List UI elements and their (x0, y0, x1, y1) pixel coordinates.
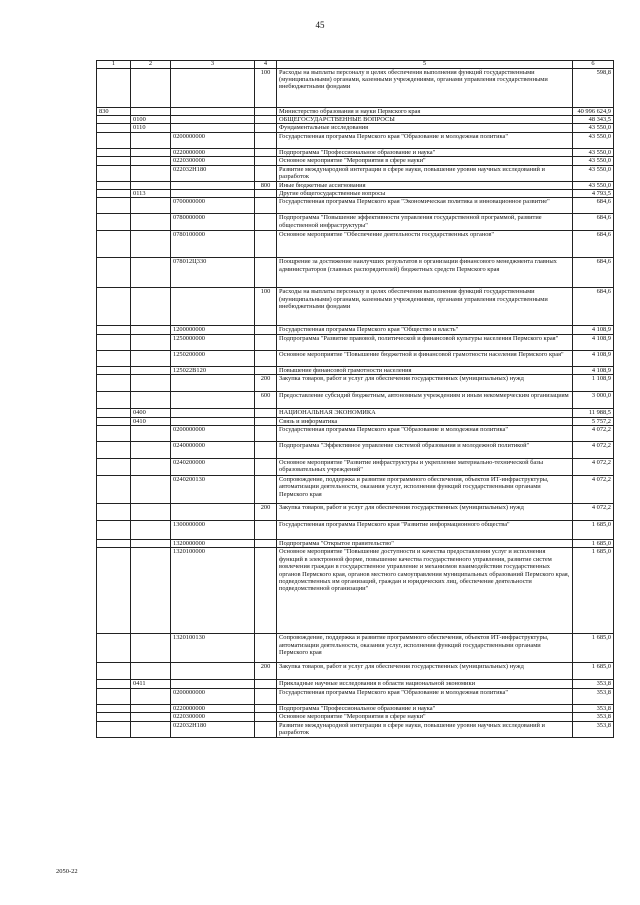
cell-target-article: 0220300000 (171, 713, 255, 721)
table-row (97, 288, 614, 326)
table-row (97, 425, 614, 441)
table-row (97, 548, 614, 634)
cell-amount: 684,6 (573, 231, 614, 258)
table-row (97, 231, 614, 258)
cell-target-article: 0200000000 (171, 132, 255, 148)
cell-amount: 4 072,2 (573, 441, 614, 458)
cell-name: Подпрограмма "Открытое правительство" (277, 539, 573, 547)
cell-ved-code (97, 548, 131, 634)
cell-expense-type (255, 231, 277, 258)
cell-amount: 353,8 (573, 721, 614, 737)
table-row (97, 198, 614, 214)
cell-section (131, 520, 171, 539)
cell-section (131, 713, 171, 721)
cell-expense-type (255, 326, 277, 334)
table-header-row (97, 61, 614, 69)
cell-name: Закупка товаров, работ и услуг для обеспечения государственных (муниципальных) нужд (277, 503, 573, 520)
cell-expense-type (255, 721, 277, 737)
table-row (97, 409, 614, 417)
cell-expense-type (255, 713, 277, 721)
cell-amount: 40 996 624,9 (573, 107, 614, 115)
table-row (97, 417, 614, 425)
cell-expense-type: 100 (255, 68, 277, 107)
table-row (97, 181, 614, 189)
cell-name: Государственная программа Пермского края "Образование и молодежная политика" (277, 425, 573, 441)
cell-section (131, 198, 171, 214)
cell-ved-code (97, 115, 131, 123)
cell-section (131, 704, 171, 712)
cell-section (131, 350, 171, 366)
header-col-1: 1 (97, 61, 131, 69)
cell-amount: 684,6 (573, 288, 614, 326)
cell-name: Закупка товаров, работ и услуг для обеспечения государственных (муниципальных) нужд (277, 663, 573, 680)
cell-ved-code (97, 458, 131, 475)
cell-target-article: 1320000000 (171, 539, 255, 547)
table-row (97, 713, 614, 721)
cell-amount: 11 988,5 (573, 409, 614, 417)
table-row (97, 107, 614, 115)
cell-ved-code (97, 375, 131, 392)
table-row (97, 366, 614, 374)
cell-section (131, 288, 171, 326)
table-row (97, 165, 614, 181)
cell-target-article (171, 680, 255, 688)
cell-target-article: 0240200000 (171, 458, 255, 475)
header-col-5: 5 (277, 61, 573, 69)
table-row (97, 503, 614, 520)
cell-expense-type (255, 366, 277, 374)
cell-ved-code (97, 417, 131, 425)
cell-name: Подпрограмма "Повышение эффективности управления государственной программой, развитие общественной инфраструктуры" (277, 214, 573, 231)
cell-ved-code (97, 288, 131, 326)
cell-amount: 4 108,9 (573, 334, 614, 350)
cell-ved-code (97, 704, 131, 712)
cell-target-article: 1200000000 (171, 326, 255, 334)
cell-section: 0410 (131, 417, 171, 425)
table-row (97, 214, 614, 231)
cell-expense-type (255, 441, 277, 458)
table-row (97, 258, 614, 288)
cell-target-article: 0200000000 (171, 425, 255, 441)
cell-target-article: 0200000000 (171, 688, 255, 704)
cell-amount: 353,8 (573, 688, 614, 704)
cell-expense-type (255, 520, 277, 539)
cell-section (131, 181, 171, 189)
cell-amount: 684,6 (573, 258, 614, 288)
cell-amount: 353,8 (573, 713, 614, 721)
cell-name: Основное мероприятие "Мероприятия в сфере науки" (277, 157, 573, 165)
cell-name: Предоставление субсидий бюджетным, автономным учреждениям и иным некоммерческим организациям (277, 392, 573, 409)
cell-ved-code (97, 124, 131, 132)
table-row (97, 634, 614, 663)
cell-section (131, 107, 171, 115)
cell-section: 0400 (131, 409, 171, 417)
cell-ved-code (97, 634, 131, 663)
cell-target-article: 0220000000 (171, 704, 255, 712)
cell-ved-code (97, 713, 131, 721)
cell-target-article (171, 189, 255, 197)
cell-target-article: 1320100000 (171, 548, 255, 634)
cell-target-article: 0780100000 (171, 231, 255, 258)
cell-section (131, 258, 171, 288)
cell-amount: 1 685,0 (573, 539, 614, 547)
table-row (97, 189, 614, 197)
cell-expense-type (255, 680, 277, 688)
cell-expense-type (255, 688, 277, 704)
cell-section (131, 441, 171, 458)
cell-expense-type: 200 (255, 503, 277, 520)
cell-expense-type (255, 350, 277, 366)
cell-expense-type (255, 157, 277, 165)
cell-section (131, 688, 171, 704)
cell-ved-code (97, 231, 131, 258)
cell-ved-code (97, 157, 131, 165)
cell-target-article (171, 68, 255, 107)
table-row (97, 326, 614, 334)
cell-ved-code (97, 165, 131, 181)
table-row (97, 148, 614, 156)
cell-expense-type: 600 (255, 392, 277, 409)
cell-ved-code (97, 198, 131, 214)
cell-section (131, 132, 171, 148)
cell-target-article: 1300000000 (171, 520, 255, 539)
table-row (97, 157, 614, 165)
cell-target-article (171, 124, 255, 132)
cell-section (131, 634, 171, 663)
cell-expense-type: 800 (255, 181, 277, 189)
cell-target-article (171, 503, 255, 520)
cell-ved-code (97, 441, 131, 458)
cell-amount: 48 343,5 (573, 115, 614, 123)
cell-name: Другие общегосударственные вопросы (277, 189, 573, 197)
table-row (97, 520, 614, 539)
cell-target-article: 022032Н180 (171, 721, 255, 737)
cell-expense-type (255, 458, 277, 475)
cell-amount: 684,6 (573, 214, 614, 231)
table-row (97, 458, 614, 475)
cell-amount: 43 550,0 (573, 132, 614, 148)
cell-name: ОБЩЕГОСУДАРСТВЕННЫЕ ВОПРОСЫ (277, 115, 573, 123)
cell-name: Сопровождение, поддержка и развитие программного обеспечения, объектов ИТ-инфраструктуры, автоматизации деятельности, оказания услуг, исполнения функций государственными органами Пермского края (277, 475, 573, 503)
cell-target-article: 0700000000 (171, 198, 255, 214)
cell-section (131, 165, 171, 181)
cell-name: Сопровождение, поддержка и развитие программного обеспечения, объектов ИТ-инфраструктуры, автоматизации деятельности, оказания услуг, исполнения функций государственными органами Пермского края (277, 634, 573, 663)
cell-name: Повышение финансовой грамотности населения (277, 366, 573, 374)
cell-target-article (171, 115, 255, 123)
cell-amount: 4 793,5 (573, 189, 614, 197)
cell-name: Подпрограмма "Профессиональное образование и наука" (277, 148, 573, 156)
cell-section (131, 548, 171, 634)
cell-name: Государственная программа Пермского края "Экономическая политика и инновационное развитие" (277, 198, 573, 214)
header-col-4: 4 (255, 61, 277, 69)
cell-section (131, 475, 171, 503)
cell-expense-type (255, 115, 277, 123)
cell-target-article (171, 417, 255, 425)
table-row (97, 124, 614, 132)
cell-name: Поощрение за достижение наилучших результатов в организации финансового менеджмента главных администраторов (главных распорядителей) бюджетных средств Пермского края (277, 258, 573, 288)
cell-expense-type (255, 409, 277, 417)
cell-ved-code (97, 392, 131, 409)
cell-expense-type (255, 124, 277, 132)
cell-section (131, 366, 171, 374)
cell-expense-type (255, 132, 277, 148)
cell-name: Связь и информатика (277, 417, 573, 425)
cell-amount: 4 072,2 (573, 458, 614, 475)
table-row (97, 375, 614, 392)
table-row (97, 475, 614, 503)
cell-amount: 43 550,0 (573, 157, 614, 165)
table-row (97, 441, 614, 458)
cell-ved-code (97, 326, 131, 334)
cell-amount: 4 072,2 (573, 425, 614, 441)
cell-name: Иные бюджетные ассигнования (277, 181, 573, 189)
cell-target-article: 0240200130 (171, 475, 255, 503)
cell-target-article: 0240000000 (171, 441, 255, 458)
cell-section: 0411 (131, 680, 171, 688)
cell-expense-type (255, 165, 277, 181)
cell-expense-type (255, 334, 277, 350)
cell-target-article (171, 288, 255, 326)
cell-target-article: 0780000000 (171, 214, 255, 231)
cell-target-article (171, 181, 255, 189)
cell-ved-code (97, 721, 131, 737)
cell-target-article: 1250000000 (171, 334, 255, 350)
cell-expense-type (255, 148, 277, 156)
cell-expense-type (255, 214, 277, 231)
cell-section (131, 458, 171, 475)
cell-name: Государственная программа Пермского края "Образование и молодежная политика" (277, 132, 573, 148)
cell-expense-type (255, 634, 277, 663)
cell-section (131, 334, 171, 350)
table-row (97, 688, 614, 704)
table-row (97, 392, 614, 409)
table-row (97, 132, 614, 148)
table-row (97, 663, 614, 680)
cell-expense-type (255, 425, 277, 441)
cell-section (131, 375, 171, 392)
cell-ved-code (97, 680, 131, 688)
cell-expense-type (255, 475, 277, 503)
cell-name: Развитие международной интеграции в сфере науки, повышение уровня научных исследований и разработок (277, 721, 573, 737)
cell-name: Прикладные научные исследования в области национальной экономики (277, 680, 573, 688)
cell-expense-type (255, 189, 277, 197)
cell-target-article: 078012Ц330 (171, 258, 255, 288)
cell-amount: 598,8 (573, 68, 614, 107)
cell-ved-code (97, 258, 131, 288)
cell-section (131, 157, 171, 165)
cell-section (131, 231, 171, 258)
table-row (97, 334, 614, 350)
cell-name: Основное мероприятие "Обеспечение деятельности государственных органов" (277, 231, 573, 258)
header-col-6: 6 (573, 61, 614, 69)
cell-section: 0100 (131, 115, 171, 123)
cell-expense-type: 200 (255, 663, 277, 680)
cell-section (131, 425, 171, 441)
cell-name: Расходы на выплаты персоналу в целях обеспечения выполнения функций государственными (муниципальными) органами, казенными учреждениями, органами управления государственными внебюджетными фондами (277, 288, 573, 326)
cell-section (131, 68, 171, 107)
cell-ved-code (97, 189, 131, 197)
cell-amount: 43 550,0 (573, 124, 614, 132)
cell-name: Основное мероприятие "Повышение доступности и качества предоставления услуг и исполнения функций в электронной форме, повышение качества государственного управления, развитие систем вовлечения граждан в государственное управление и механизмов взаимодействия государственных органов Пермского края, органов местного самоуправления муниципальных образований Пермского края, подведомственных им организаций, граждан и юридических лиц, обеспечение деятельности подведомственной организации" (277, 548, 573, 634)
cell-amount: 4 108,9 (573, 350, 614, 366)
header-col-2: 2 (131, 61, 171, 69)
cell-amount: 1 685,0 (573, 548, 614, 634)
cell-ved-code (97, 663, 131, 680)
cell-amount: 4 108,9 (573, 366, 614, 374)
cell-expense-type (255, 107, 277, 115)
budget-table (96, 60, 614, 738)
table-row (97, 68, 614, 107)
cell-amount: 353,8 (573, 704, 614, 712)
cell-name: Государственная программа Пермского края "Образование и молодежная политика" (277, 688, 573, 704)
cell-amount: 3 000,0 (573, 392, 614, 409)
cell-expense-type: 200 (255, 375, 277, 392)
cell-ved-code: 830 (97, 107, 131, 115)
cell-name: Основное мероприятие "Повышение бюджетной и финансовой грамотности населения Пермского края" (277, 350, 573, 366)
cell-amount: 353,8 (573, 680, 614, 688)
cell-ved-code (97, 132, 131, 148)
cell-target-article (171, 409, 255, 417)
table-row (97, 115, 614, 123)
cell-ved-code (97, 503, 131, 520)
cell-amount: 1 685,0 (573, 520, 614, 539)
cell-ved-code (97, 214, 131, 231)
cell-expense-type: 100 (255, 288, 277, 326)
cell-ved-code (97, 539, 131, 547)
cell-target-article: 0220300000 (171, 157, 255, 165)
cell-ved-code (97, 350, 131, 366)
cell-name: Закупка товаров, работ и услуг для обеспечения государственных (муниципальных) нужд (277, 375, 573, 392)
cell-section (131, 663, 171, 680)
cell-amount: 4 072,2 (573, 475, 614, 503)
cell-section (131, 721, 171, 737)
cell-target-article: 1320100130 (171, 634, 255, 663)
cell-amount: 684,6 (573, 198, 614, 214)
page-number: 45 (315, 20, 325, 30)
cell-ved-code (97, 366, 131, 374)
cell-ved-code (97, 68, 131, 107)
cell-name: Подпрограмма "Профессиональное образование и наука" (277, 704, 573, 712)
cell-name: Государственная программа Пермского края "Развитие информационного общества" (277, 520, 573, 539)
cell-section (131, 503, 171, 520)
cell-amount: 43 550,0 (573, 148, 614, 156)
table-row (97, 539, 614, 547)
cell-target-article (171, 375, 255, 392)
cell-name: Государственная программа Пермского края "Общество и власть" (277, 326, 573, 334)
cell-amount: 1 685,0 (573, 634, 614, 663)
cell-amount: 4 072,2 (573, 503, 614, 520)
cell-expense-type (255, 417, 277, 425)
cell-ved-code (97, 475, 131, 503)
cell-section: 0110 (131, 124, 171, 132)
cell-amount: 5 757,2 (573, 417, 614, 425)
cell-name: Основное мероприятие "Мероприятия в сфере науки" (277, 713, 573, 721)
cell-ved-code (97, 425, 131, 441)
cell-target-article: 1250200000 (171, 350, 255, 366)
cell-target-article (171, 663, 255, 680)
cell-expense-type (255, 548, 277, 634)
table-row (97, 680, 614, 688)
cell-name: Подпрограмма "Развитие правовой, политической и финансовой культуры населения Пермского края" (277, 334, 573, 350)
cell-ved-code (97, 520, 131, 539)
cell-name: Основное мероприятие "Развитие инфраструктуры и укрепление материально-технической базы образовательных учреждений" (277, 458, 573, 475)
cell-section: 0113 (131, 189, 171, 197)
cell-expense-type (255, 539, 277, 547)
document-code: 2050-22 (56, 868, 78, 875)
cell-target-article (171, 107, 255, 115)
cell-section (131, 392, 171, 409)
cell-ved-code (97, 409, 131, 417)
cell-amount: 43 550,0 (573, 181, 614, 189)
cell-amount: 43 550,0 (573, 165, 614, 181)
table-row (97, 721, 614, 737)
cell-section (131, 539, 171, 547)
cell-ved-code (97, 148, 131, 156)
cell-amount: 4 108,9 (573, 326, 614, 334)
cell-name: Развитие международной интеграции в сфере науки, повышение уровня научных исследований и разработок (277, 165, 573, 181)
cell-name: Расходы на выплаты персоналу в целях обеспечения выполнения функций государственными (муниципальными) органами, казенными учреждениями, органами управления государственными внебюджетными фондами (277, 68, 573, 107)
table-row (97, 350, 614, 366)
cell-amount: 1 108,9 (573, 375, 614, 392)
cell-target-article (171, 392, 255, 409)
cell-ved-code (97, 181, 131, 189)
cell-name: Фундаментальные исследования (277, 124, 573, 132)
table-row (97, 704, 614, 712)
cell-target-article: 125022В120 (171, 366, 255, 374)
cell-ved-code (97, 334, 131, 350)
cell-amount: 1 685,0 (573, 663, 614, 680)
cell-section (131, 326, 171, 334)
cell-ved-code (97, 688, 131, 704)
cell-section (131, 148, 171, 156)
cell-name: Министерство образования и науки Пермского края (277, 107, 573, 115)
cell-target-article: 0220000000 (171, 148, 255, 156)
table-body (97, 61, 614, 738)
cell-name: НАЦИОНАЛЬНАЯ ЭКОНОМИКА (277, 409, 573, 417)
cell-section (131, 214, 171, 231)
cell-expense-type (255, 198, 277, 214)
cell-name: Подпрограмма "Эффективное управление системой образования и молодежной политикой" (277, 441, 573, 458)
cell-expense-type (255, 704, 277, 712)
cell-expense-type (255, 258, 277, 288)
header-col-3: 3 (171, 61, 255, 69)
cell-target-article: 022032Н180 (171, 165, 255, 181)
